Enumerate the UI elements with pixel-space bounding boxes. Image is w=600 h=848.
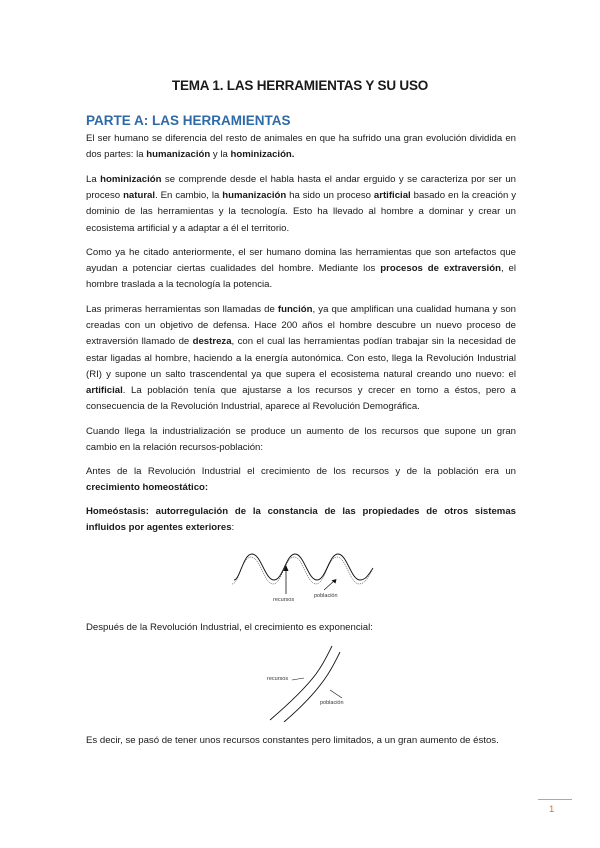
fig2-label-population: población (320, 700, 344, 706)
p2-bold-1: hominización (100, 174, 162, 185)
fig1-label-population: población (314, 593, 338, 599)
p3-text-1: Como ya he citado anteriormente, el ser humano domina las herramientas que son artefactos que ayudan a potenciar ciertas cualidades del hombre. Mediante los (86, 247, 516, 275)
paragraph-2 (86, 172, 516, 237)
page-number: 1 (549, 804, 555, 815)
footer-divider (538, 799, 572, 800)
p4-text-1: Las primeras herramientas son llamadas de (86, 304, 278, 315)
resources-curve (270, 646, 332, 720)
population-arrow (324, 581, 334, 590)
p2-text-0: La (86, 174, 101, 185)
p1-bold-2: hominización. (230, 149, 295, 161)
paragraph-9: Es decir, se pasó de tener unos recursos constantes pero limitados, a un gran aumento de éstos. (86, 735, 499, 746)
paragraph-6 (86, 464, 516, 496)
p4-bold-3: artificial (86, 385, 123, 397)
paragraph-1 (86, 131, 516, 163)
p1-text-1: El ser humano se diferencia del resto de animales en que ha sufrido una gran evolución dividida en dos partes: la (86, 133, 516, 161)
p6-bold-1: crecimiento homeostático: (86, 482, 209, 494)
p7-text-1: : (231, 522, 235, 534)
p4-text-2: , ya que amplifican una cualidad humana y son creadas con un objetivo de defensa. Hace 200 años el hombre descubre un nuevo proceso de extraversión llamado de (86, 304, 516, 348)
p2-text-1: se comprende desde el habla hasta el andar erguido y se caracteriza por ser un proceso (86, 174, 516, 202)
p2-bold-2: natural (123, 190, 156, 202)
p1-text-2: y la (210, 149, 231, 161)
homeostatic-growth-figure (230, 544, 380, 604)
p2-text-2: . En cambio, la (155, 190, 223, 202)
exponential-growth-figure (258, 644, 358, 722)
paragraph-4 (86, 302, 516, 415)
p6-text-1: Antes de la Revolución Industrial el crecimiento de los recursos y de la población era un (86, 466, 516, 477)
p4-bold-1: función (277, 304, 313, 315)
section-heading-a: PARTE A: LAS HERRAMIENTAS (86, 113, 291, 128)
resources-wave (234, 554, 373, 580)
resources-pointer (292, 678, 304, 680)
p2-text-3: ha sido un proceso (286, 190, 374, 202)
document-title: TEMA 1. LAS HERRAMIENTAS Y SU USO (171, 78, 429, 93)
population-curve (284, 652, 340, 722)
p4-text-4: . La población tenía que ajustarse a los recursos y crecer en torno a éstos, pero a consecuencia de la Revolución Industrial, aparece al Revolución Demográfica. (86, 385, 516, 413)
fig1-label-resources: recursos (273, 597, 295, 603)
p2-bold-4: artificial (373, 190, 411, 202)
p2-text-4: basado en la creación y dominio de las herramientas y la tecnología. Esto ha llevado al hombre a dominar y crear un ecosistema artificial y a adaptar a él el territorio. (86, 190, 517, 234)
population-pointer (330, 690, 342, 698)
p2-bold-3: humanización (222, 190, 287, 202)
paragraph-3 (86, 245, 516, 294)
fig2-label-resources: recursos (267, 676, 289, 682)
p3-bold-1: procesos de extraversión (380, 263, 501, 275)
paragraph-7 (86, 504, 516, 536)
paragraph-8: Después de la Revolución Industrial, el crecimiento es exponencial: (86, 622, 373, 633)
p1-bold-1: humanización (146, 149, 211, 161)
p4-text-3: , con el cual las herramientas podían trabajar sin la necesidad de estar ligadas al hombre, haciendo a la energía autonómica. Con esto, llega la Revolución Industrial (RI) y supone un salto trascendental ya que supera el ecosistema natural creando uno nuevo: el (86, 336, 516, 380)
paragraph-5: Cuando llega la industrialización se produce un aumento de los recursos que supone un gran cambio en la relación recursos-población: (86, 426, 516, 454)
p4-bold-2: destreza (192, 336, 232, 348)
p3-text-2: , el hombre traslada a la tecnología la potencia. (86, 263, 516, 291)
p7-bold-1: Homeóstasis: autorregulación de la constancia de las propiedades de otros sistemas influidos por agentes exteriores (86, 506, 516, 534)
